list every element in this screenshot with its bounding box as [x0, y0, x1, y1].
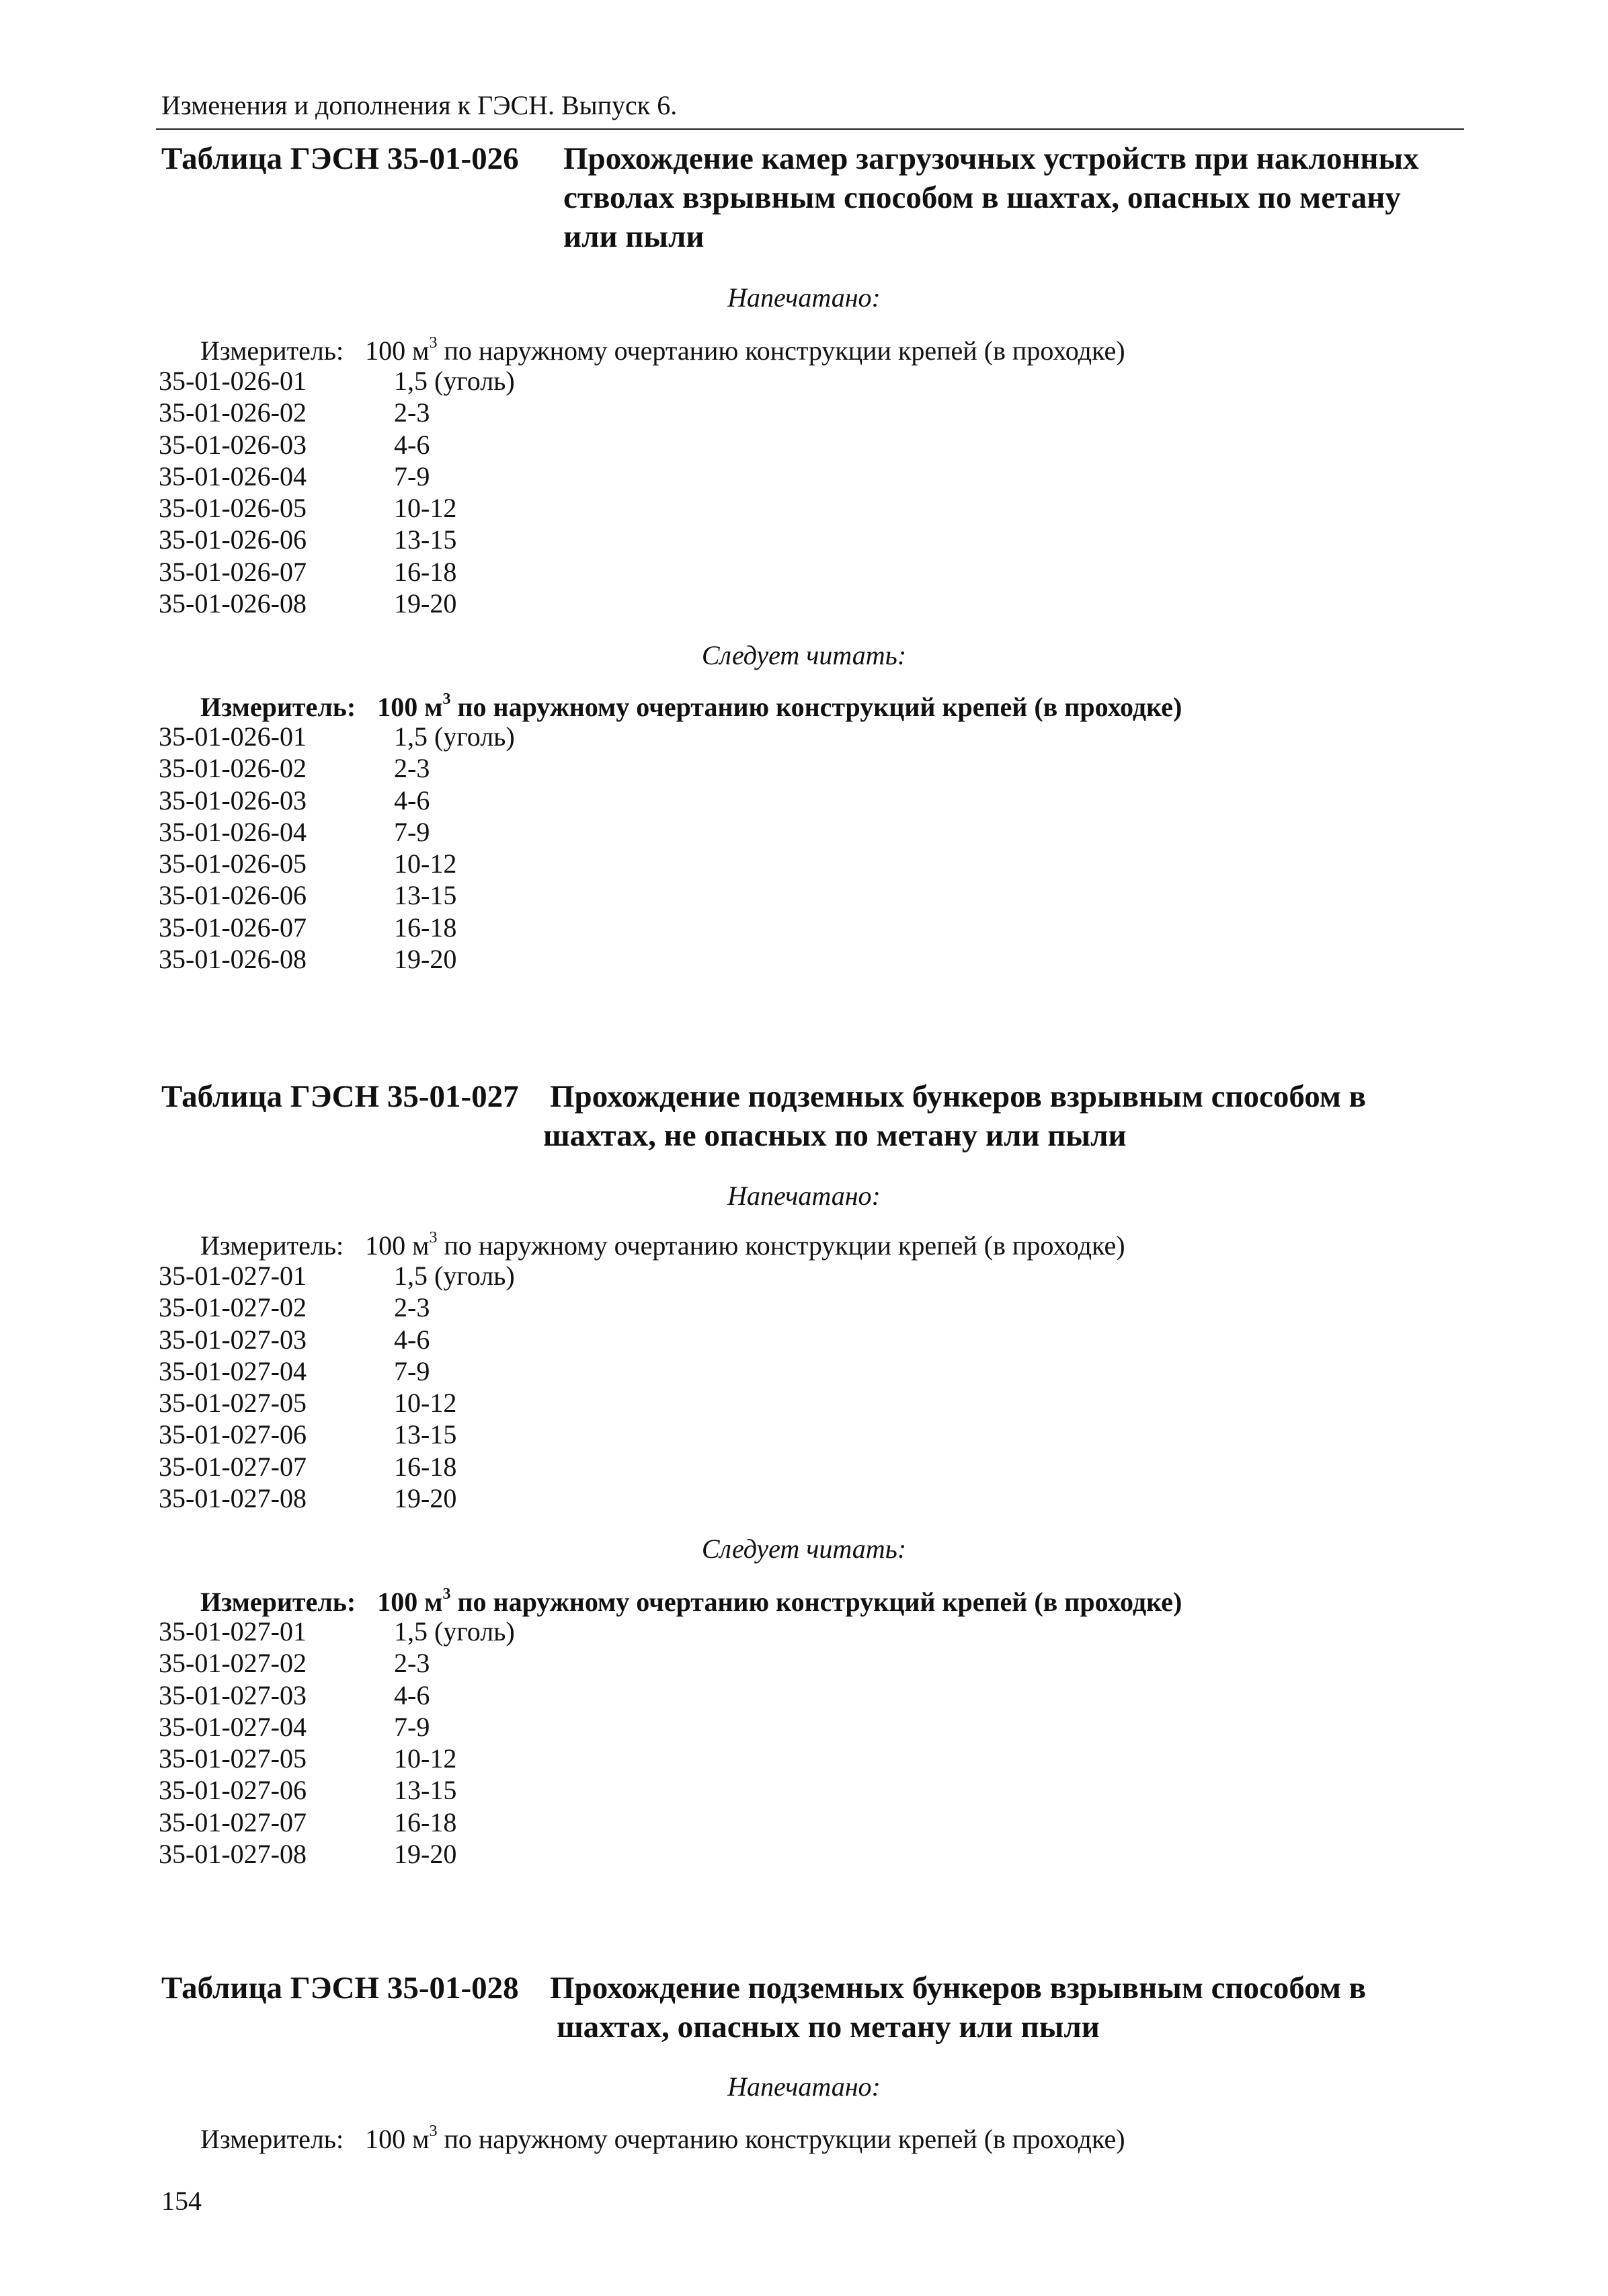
item-code: 35-01-026-08: [159, 588, 307, 619]
table-027-correct-list: [159, 1616, 515, 1870]
list-item: [159, 721, 515, 752]
table-027-label: Таблица ГЭСН 35-01-027: [161, 1079, 519, 1114]
item-code: 35-01-027-08: [159, 1839, 307, 1870]
table-027-correct-measure: [200, 1586, 1182, 1618]
measure-label: Измеритель:: [200, 1587, 356, 1617]
list-item: [159, 556, 515, 588]
measure-rest: по наружному очертанию конструкций крепей (в проходке): [450, 692, 1182, 722]
header-rule: [156, 128, 1464, 130]
item-value: 7-9: [394, 816, 430, 847]
item-code: 35-01-026-08: [159, 944, 307, 975]
item-code: 35-01-026-03: [159, 785, 307, 816]
table-028-title-line: шахтах, опасных по метану или пыли: [557, 2010, 1100, 2045]
item-value: 1,5 (уголь): [394, 366, 515, 396]
item-code: 35-01-027-05: [159, 1743, 307, 1774]
list-item: [159, 879, 515, 911]
measure-rest: по наружному очертанию конструкции крепей (в проходке): [437, 2124, 1125, 2154]
table-027-title: [543, 1077, 1367, 1155]
item-code: 35-01-026-05: [159, 493, 307, 524]
item-value: 19-20: [394, 1483, 457, 1514]
list-item: [159, 461, 515, 492]
item-value: 13-15: [394, 1775, 457, 1806]
list-item: [159, 1679, 515, 1711]
item-value: 13-15: [394, 524, 457, 555]
list-item: [159, 752, 515, 784]
measure-value: 100 м: [377, 1587, 443, 1617]
list-item: [159, 397, 515, 428]
table-028-title-line: Прохождение подземных бункеров взрывным способом в: [550, 1971, 1367, 2006]
list-item: [159, 1743, 515, 1774]
item-value: 2-3: [394, 397, 430, 428]
list-item: [159, 943, 515, 975]
measure-sup: 3: [429, 333, 438, 352]
item-code: 35-01-026-07: [159, 912, 307, 943]
item-code: 35-01-026-04: [159, 461, 307, 491]
item-value: 7-9: [394, 1355, 430, 1386]
item-code: 35-01-027-03: [159, 1679, 307, 1710]
table-026-correct-label: Следует читать:: [701, 640, 907, 670]
measure-value: 100 м: [377, 692, 443, 722]
list-item: [159, 816, 515, 848]
list-item: [159, 1419, 515, 1450]
item-value: 19-20: [394, 944, 457, 975]
item-value: 10-12: [394, 493, 457, 524]
item-value: 16-18: [394, 1807, 457, 1837]
item-value: 13-15: [394, 1419, 457, 1450]
table-027-printed-label: Напечатано:: [727, 1181, 881, 1211]
item-code: 35-01-026-01: [159, 721, 307, 752]
list-item: [159, 1451, 515, 1482]
list-item: [159, 1647, 515, 1679]
item-value: 19-20: [394, 588, 457, 619]
measure-label: Измеритель:: [200, 692, 356, 722]
item-code: 35-01-027-01: [159, 1616, 307, 1647]
item-code: 35-01-027-06: [159, 1419, 307, 1450]
item-code: 35-01-026-06: [159, 524, 307, 555]
item-value: 2-3: [394, 1292, 430, 1323]
measure-value: 100 м: [365, 2124, 430, 2154]
item-value: 10-12: [394, 848, 457, 879]
table-027-title-line: Прохождение подземных бункеров взрывным способом в: [550, 1079, 1367, 1114]
item-code: 35-01-026-02: [159, 397, 307, 428]
item-value: 16-18: [394, 556, 457, 587]
list-item: [159, 1774, 515, 1806]
item-value: 7-9: [394, 461, 430, 491]
table-026-correct-measure: [200, 691, 1182, 723]
item-code: 35-01-026-05: [159, 848, 307, 879]
list-item: [159, 1292, 515, 1323]
item-value: 13-15: [394, 880, 457, 911]
item-code: 35-01-027-06: [159, 1775, 307, 1806]
measure-value: 100 м: [365, 1230, 430, 1261]
measure-rest: по наружному очертанию конструкции крепей (в проходке): [437, 1230, 1125, 1261]
list-item: [159, 365, 515, 397]
item-value: 2-3: [394, 1648, 430, 1679]
table-026-title-line: Прохождение камер загрузочных устройств при наклонных: [563, 141, 1419, 176]
item-value: 1,5 (уголь): [394, 721, 515, 752]
list-item: [159, 1616, 515, 1647]
table-028-printed-label: Напечатано:: [727, 2071, 881, 2102]
item-code: 35-01-026-03: [159, 429, 307, 460]
page-number: 154: [161, 2186, 202, 2216]
list-item: [159, 524, 515, 555]
item-value: 1,5 (уголь): [394, 1616, 515, 1647]
table-026-title-line: стволах взрывным способом в шахтах, опасных по метану: [563, 180, 1401, 215]
list-item: [159, 785, 515, 816]
table-026-printed-list: [159, 365, 515, 619]
measure-sup: 3: [429, 2122, 438, 2140]
list-item: [159, 1807, 515, 1838]
table-027-correct-label: Следует читать:: [701, 1534, 907, 1564]
list-item: [159, 848, 515, 879]
item-code: 35-01-027-07: [159, 1451, 307, 1482]
list-item: [159, 912, 515, 943]
measure-sup: 3: [442, 1585, 451, 1603]
item-value: 4-6: [394, 785, 430, 816]
list-item: [159, 429, 515, 461]
table-026-correct-list: [159, 721, 515, 975]
list-item: [159, 1355, 515, 1387]
table-027-printed-measure: [200, 1230, 1125, 1261]
measure-value: 100 м: [365, 335, 430, 366]
item-code: 35-01-026-06: [159, 880, 307, 911]
item-code: 35-01-027-04: [159, 1711, 307, 1742]
measure-label: Измеритель:: [200, 1230, 344, 1261]
list-item: [159, 1260, 515, 1292]
item-value: 4-6: [394, 1324, 430, 1355]
list-item: [159, 492, 515, 524]
item-value: 2-3: [394, 753, 430, 784]
item-code: 35-01-027-04: [159, 1355, 307, 1386]
measure-sup: 3: [429, 1228, 438, 1246]
table-026-printed-label: Напечатано:: [727, 282, 881, 313]
item-value: 16-18: [394, 1451, 457, 1482]
item-value: 10-12: [394, 1388, 457, 1419]
measure-rest: по наружному очертанию конструкции крепей (в проходке): [437, 335, 1125, 366]
table-027-printed-list: [159, 1260, 515, 1514]
list-item: [159, 1324, 515, 1355]
table-027-title-line: шахтах, не опасных по метану или пыли: [543, 1118, 1127, 1153]
item-value: 19-20: [394, 1839, 457, 1870]
item-code: 35-01-027-02: [159, 1648, 307, 1679]
item-code: 35-01-027-05: [159, 1388, 307, 1419]
item-code: 35-01-027-03: [159, 1324, 307, 1355]
table-026-label: Таблица ГЭСН 35-01-026: [161, 141, 519, 176]
item-value: 1,5 (уголь): [394, 1261, 515, 1291]
list-item: [159, 1838, 515, 1870]
item-code: 35-01-027-01: [159, 1261, 307, 1291]
list-item: [159, 588, 515, 619]
item-code: 35-01-026-01: [159, 366, 307, 396]
table-026-title-line: или пыли: [563, 219, 705, 254]
running-header: Изменения и дополнения к ГЭСН. Выпуск 6.: [161, 90, 678, 120]
item-code: 35-01-026-07: [159, 556, 307, 587]
table-028-label: Таблица ГЭСН 35-01-028: [161, 1971, 519, 2006]
table-026-printed-measure: [200, 335, 1125, 366]
item-code: 35-01-026-02: [159, 753, 307, 784]
list-item: [159, 1482, 515, 1514]
item-code: 35-01-027-08: [159, 1483, 307, 1514]
item-code: 35-01-027-07: [159, 1807, 307, 1837]
item-code: 35-01-027-02: [159, 1292, 307, 1323]
measure-label: Измеритель:: [200, 2124, 344, 2154]
item-code: 35-01-026-04: [159, 816, 307, 847]
item-value: 10-12: [394, 1743, 457, 1774]
item-value: 16-18: [394, 912, 457, 943]
measure-rest: по наружному очертанию конструкций крепей (в проходке): [450, 1587, 1182, 1617]
item-value: 4-6: [394, 429, 430, 460]
item-value: 7-9: [394, 1711, 430, 1742]
table-028-title: [550, 1969, 1366, 2047]
list-item: [159, 1711, 515, 1743]
item-value: 4-6: [394, 1679, 430, 1710]
measure-sup: 3: [442, 690, 451, 708]
measure-label: Измеритель:: [200, 335, 344, 366]
table-028-printed-measure: [200, 2123, 1125, 2155]
table-026-title: [563, 139, 1419, 256]
list-item: [159, 1387, 515, 1419]
